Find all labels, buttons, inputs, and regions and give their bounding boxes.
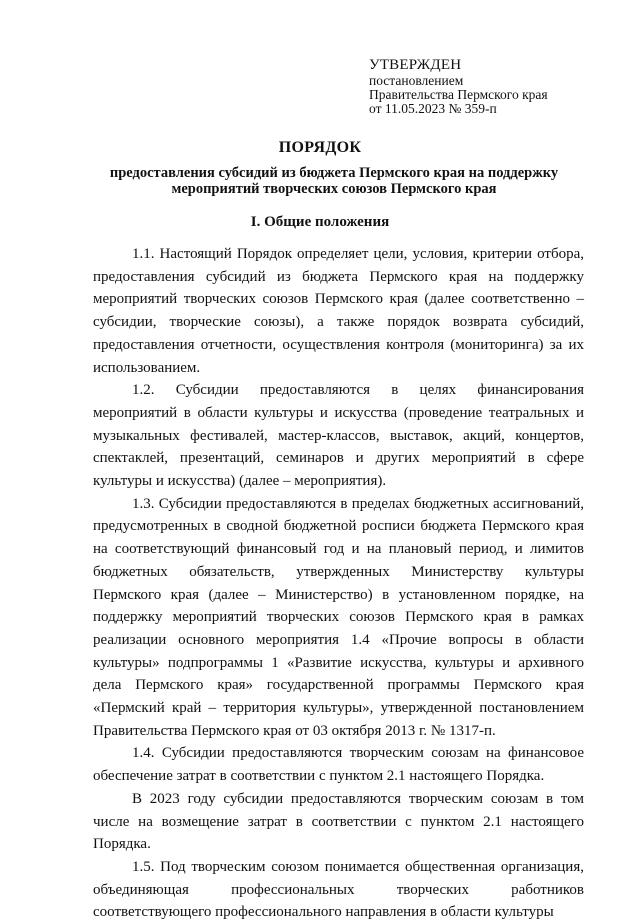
approval-line-government: Правительства Пермского края [369, 87, 548, 102]
paragraph-1-4: 1.4. Субсидии предоставляются творческим союзам на финансовое обеспечение затрат в соответствии с пунктом 2.1 настоящего Порядка. [93, 745, 584, 785]
section-title: I. Общие положения [250, 214, 390, 230]
paragraph-2023-note: В 2023 году субсидии предоставляются творческим союзам в том числе на возмещение затрат в соответствии с пунктом 2.1 настоящего Порядка. [93, 790, 584, 853]
document-subtitle: предоставления субсидий из бюджета Пермского края на поддержку мероприятий творческих союзов Пермского края [109, 165, 559, 197]
paragraph-1-2: 1.2. Субсидии предоставляются в целях финансирования мероприятий в области культуры и искусства (проведение театральных и музыкальных фестивалей, мастер-классов, выставок, акций, концертов, спектаклей, презентаций, семинаров и других мероприятий в сфере культуры и искусства) (далее – мероприятия). [93, 382, 584, 490]
paragraph-1-1: 1.1. Настоящий Порядок определяет цели, условия, критерии отбора, предоставления субсидий из бюджета Пермского края на поддержку мероприятий творческих союзов Пермского края (далее соответственно – субсидии, творческие союзы), а также порядок возврата субсидий, предоставления отчетности, осуществления контроля (мониторинга) за их использованием. [93, 246, 584, 376]
paragraph-1-3: 1.3. Субсидии предоставляются в пределах бюджетных ассигнований, предусмотренных в сводной бюджетной росписи бюджета Пермского края на соответствующий финансовый год и на плановый период, и лимитов бюджетных обязательств, утвержденных Министерству культуры Пермского края (далее – Министерство) в установленном порядке, на поддержку мероприятий творческих союзов Пермского края в рамках реализации основного мероприятия 1.4 «Прочие вопросы в области культуры» подпрограммы 1 «Развитие искусства, культуры и архивного дела Пермского края» государственной программы Пермского края «Пермский край – территория культуры», утвержденной постановлением Правительства Пермского края от 03 октября 2013 г. № 1317-п. [93, 495, 584, 739]
approval-line-resolution: постановлением [369, 73, 464, 88]
approval-heading: УТВЕРЖДЕН [369, 57, 462, 73]
paragraph-1-5: 1.5. Под творческим союзом понимается общественная организация, объединяющая профессиональных творческих работников соответствующего профессионального направления в области культуры [93, 858, 584, 921]
document-body [93, 243, 584, 924]
approval-line-date-number: от 11.05.2023 № 359-п [369, 101, 497, 116]
approval-stamp [369, 57, 629, 116]
document-title: ПОРЯДОК [278, 139, 362, 156]
